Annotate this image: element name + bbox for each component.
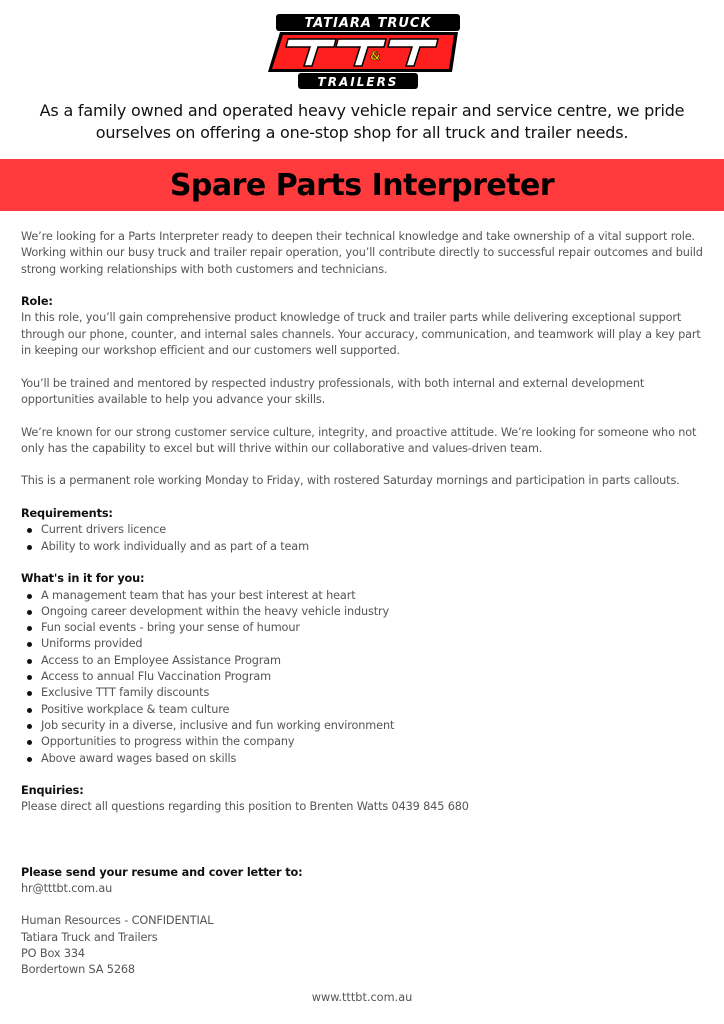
list-item: Positive workplace & team culture	[21, 702, 711, 718]
list-item: Fun social events - bring your sense of humour	[21, 620, 711, 636]
website-link[interactable]: www.tttbt.com.au	[311, 991, 413, 1004]
role-paragraph: In this role, you’ll gain comprehensive product knowledge of truck and trailer parts while delivering exceptional support through our phone, counter, and internal sales channels. Your accuracy, communication, and teamwork will play a key part in keeping our workshop efficient and our customers well supported.	[21, 311, 701, 358]
bullet-icon	[27, 594, 32, 599]
logo-ampersand: &	[370, 49, 381, 63]
list-item: Access to an Employee Assistance Program	[21, 653, 711, 669]
bullet-icon	[27, 545, 32, 550]
requirements-heading: Requirements:	[21, 507, 113, 521]
requirements-list	[21, 522, 711, 555]
bullet-icon	[27, 691, 32, 696]
list-item: Current drivers licence	[21, 522, 711, 538]
bullet-icon	[27, 642, 32, 647]
job-description	[21, 229, 711, 979]
address-line: Human Resources - CONFIDENTIAL	[21, 914, 214, 928]
bullet-icon	[27, 528, 32, 533]
role-paragraph: You’ll be trained and mentored by respected industry professionals, with both internal and external development opportunities available to help you advance your skills.	[21, 376, 645, 406]
bullet-icon	[27, 757, 32, 762]
bullet-icon	[27, 659, 32, 664]
bullet-icon	[27, 724, 32, 729]
bullet-icon	[27, 610, 32, 615]
list-item: Above award wages based on skills	[21, 751, 711, 767]
benefits-heading: What's in it for you:	[21, 572, 145, 586]
apply-email-link[interactable]: hr@tttbt.com.au	[21, 881, 113, 895]
company-tagline	[0, 100, 724, 144]
logo-ttt-letters	[286, 39, 438, 66]
logo-bottom-text: TRAILERS	[317, 75, 399, 89]
logo-top-text: TATIARA TRUCK	[304, 16, 432, 31]
tatiara-truck-trailers-logo	[258, 10, 466, 92]
list-item: Access to annual Flu Vaccination Program	[21, 669, 711, 685]
role-paragraph: We’re known for our strong customer service culture, integrity, and proactive attitude. We’re looking for someone who not only has the capability to excel but will thrive within our collaborative and values-driven team.	[21, 425, 697, 455]
enquiries-heading: Enquiries:	[21, 784, 84, 798]
enquiries-text: Please direct all questions regarding this position to Brenten Watts 0439 845 680	[21, 800, 469, 814]
list-item: A management team that has your best interest at heart	[21, 588, 711, 604]
mailing-address	[21, 913, 711, 978]
list-item: Ongoing career development within the heavy vehicle industry	[21, 604, 711, 620]
tagline-line-2: ourselves on offering a one-stop shop for all truck and trailer needs.	[95, 123, 629, 142]
list-item: Uniforms provided	[21, 636, 711, 652]
list-item: Exclusive TTT family discounts	[21, 685, 711, 701]
list-item: Opportunities to progress within the company	[21, 734, 711, 750]
list-item: Ability to work individually and as part of a team	[21, 539, 711, 555]
apply-heading: Please send your resume and cover letter to:	[21, 865, 303, 879]
bullet-icon	[27, 740, 32, 745]
intro-paragraph: We’re looking for a Parts Interpreter ready to deepen their technical knowledge and take ownership of a vital support role. Working within our busy truck and trailer repair operation, you’ll contribute directly to successful repair outcomes and build strong working relationships with both customers and technicians.	[21, 230, 703, 276]
address-line: Tatiara Truck and Trailers	[21, 930, 158, 944]
tagline-line-1: As a family owned and operated heavy vehicle repair and service centre, we pride	[39, 101, 685, 120]
role-heading: Role:	[21, 295, 53, 309]
job-title: Spare Parts Interpreter	[169, 167, 555, 203]
bullet-icon	[27, 708, 32, 713]
address-line: PO Box 334	[21, 947, 85, 961]
list-item: Job security in a diverse, inclusive and fun working environment	[21, 718, 711, 734]
bullet-icon	[27, 675, 32, 680]
bullet-icon	[27, 626, 32, 631]
role-paragraph: This is a permanent role working Monday to Friday, with rostered Saturday mornings and participation in parts callouts.	[21, 474, 680, 488]
address-line: Bordertown SA 5268	[21, 963, 135, 977]
title-banner	[0, 159, 724, 211]
benefits-list	[21, 588, 711, 767]
